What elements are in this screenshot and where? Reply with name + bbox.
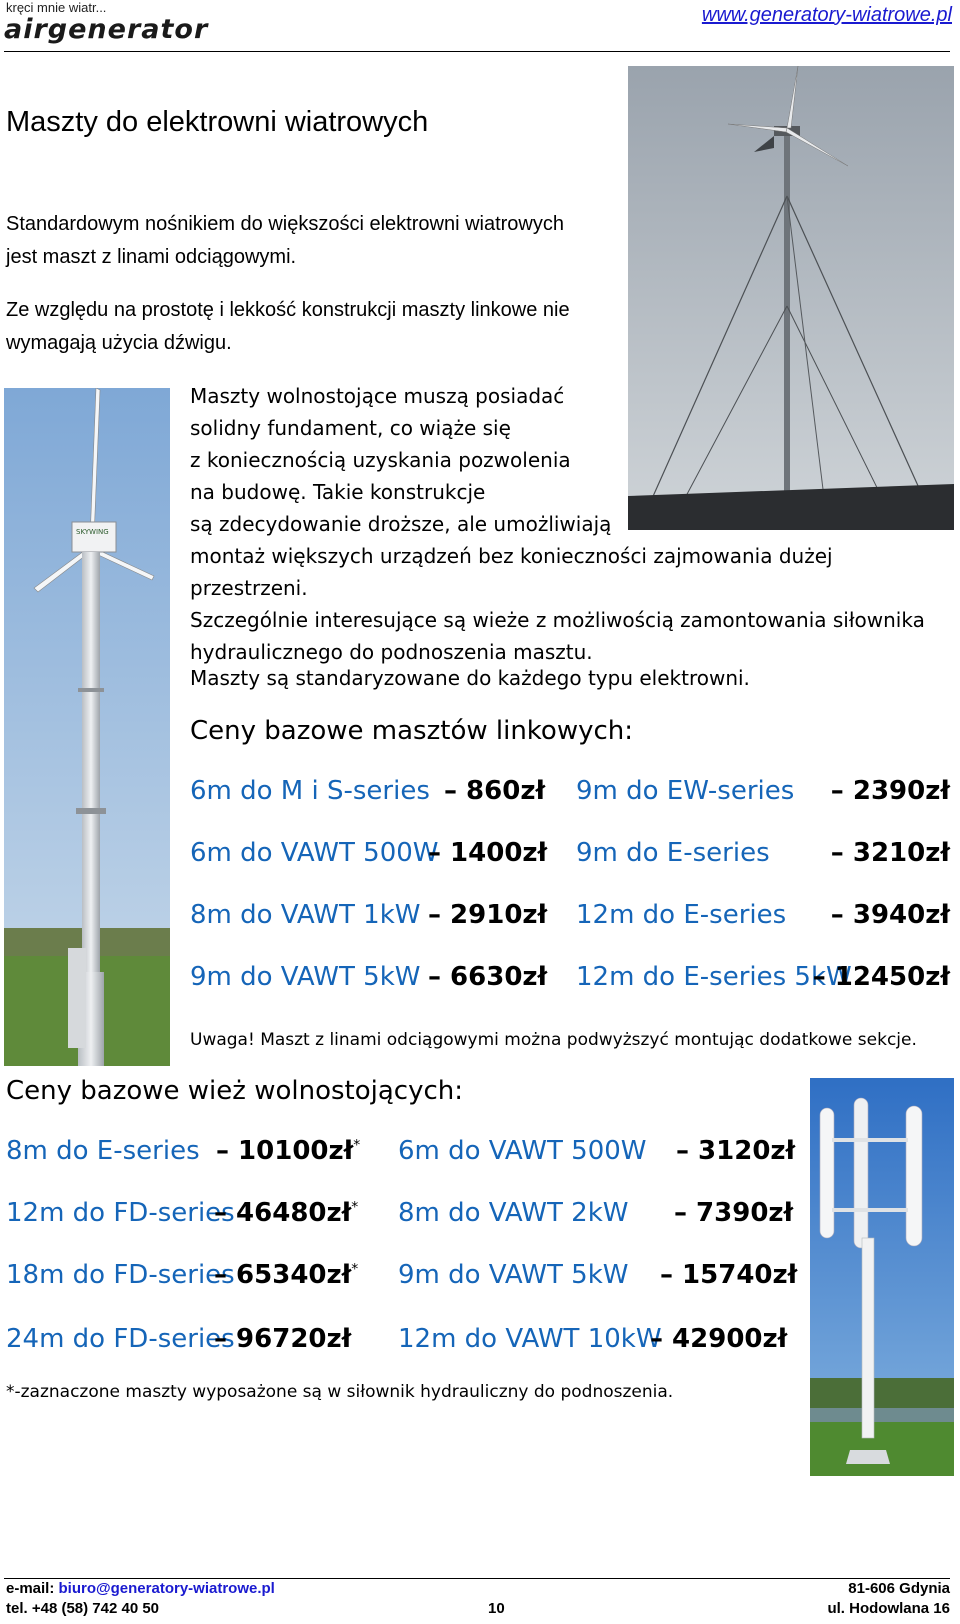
product-price: – 2910zł — [428, 900, 548, 930]
product-name: 8m do VAWT 2kW — [398, 1198, 629, 1228]
product-price: – 46480zł — [214, 1198, 352, 1228]
price-row — [576, 838, 770, 868]
hydraulic-footnote: *-zaznaczone maszty wyposażone są w siłownik hydrauliczny do podnoszenia. — [6, 1382, 674, 1402]
product-name: 8m do E-series — [6, 1136, 200, 1166]
price-row — [831, 900, 950, 930]
price-row — [428, 900, 547, 930]
footer-phone: tel. +48 (58) 742 40 50 — [6, 1600, 160, 1617]
price-row — [6, 1198, 235, 1228]
product-name: 8m do VAWT 1kW — [190, 900, 421, 930]
price-row — [216, 1136, 360, 1166]
product-price: – 65340zł — [214, 1260, 352, 1290]
turbine-guyed-mast-photo — [628, 66, 954, 530]
email-label: e-mail: — [6, 1580, 59, 1597]
price-row — [576, 776, 794, 806]
price-row — [6, 1136, 200, 1166]
site-link[interactable]: www.generatory-wiatrowe.pl — [701, 4, 952, 26]
footer-email — [6, 1580, 275, 1597]
product-name: 12m do VAWT 10kW — [398, 1324, 662, 1354]
product-name: 9m do EW-series — [576, 776, 795, 806]
price-row — [831, 838, 950, 868]
price-row — [6, 1260, 235, 1290]
price-row — [6, 1324, 235, 1354]
intro-paragraph-1 — [6, 208, 564, 274]
price-row — [428, 838, 547, 868]
text-line: na budowę. Takie konstrukcje — [190, 480, 486, 504]
product-price: – 42900zł — [650, 1324, 788, 1354]
product-price: – 15740zł — [660, 1260, 798, 1290]
guyed-note: Uwaga! Maszt z linami odciągowymi można podwyższyć montując dodatkowe sekcje. — [190, 1030, 917, 1050]
product-name: 9m do E-series — [576, 838, 770, 868]
price-row — [674, 1198, 793, 1228]
price-row — [398, 1136, 647, 1166]
text-line: Standardowym nośnikiem do większości elektrowni wiatrowych — [6, 213, 564, 235]
product-name: 12m do E-series — [576, 900, 787, 930]
footer-street: ul. Hodowlana 16 — [827, 1600, 950, 1617]
price-row — [398, 1324, 662, 1354]
text-line: hydraulicznego do podnoszenia masztu. — [190, 640, 593, 664]
footnote-marker: * — [353, 1137, 361, 1154]
product-name: 12m do E-series 5kW — [576, 962, 852, 992]
price-row — [831, 776, 950, 806]
price-row — [190, 838, 439, 868]
product-price: – 6630zł — [428, 962, 548, 992]
price-row — [576, 900, 786, 930]
price-row — [444, 776, 545, 806]
text-line: Ze względu na prostotę i lekkość konstrukcji maszty linkowe nie — [6, 299, 570, 321]
price-row — [398, 1198, 628, 1228]
product-price: – 2390zł — [830, 776, 950, 806]
product-name: 12m do FD-series — [6, 1198, 235, 1228]
text-line: wymagają użycia dźwigu. — [6, 332, 232, 354]
price-row — [676, 1136, 795, 1166]
price-row — [813, 962, 950, 992]
product-name: 18m do FD-series — [6, 1260, 235, 1290]
product-price: – 3940zł — [830, 900, 950, 930]
text-line: jest maszt z linami odciągowymi. — [6, 246, 297, 268]
vertical-axis-turbine-photo — [810, 1078, 954, 1476]
product-name: 24m do FD-series — [6, 1324, 235, 1354]
price-row — [214, 1198, 358, 1228]
product-price: – 96720zł — [214, 1324, 352, 1354]
price-row — [576, 962, 852, 992]
guyed-prices-heading: Ceny bazowe masztów linkowych: — [190, 716, 634, 746]
tagline: kręci mnie wiatr... — [6, 0, 107, 15]
text-line: solidny fundament, co wiąże się — [190, 416, 511, 440]
text-line: są zdecydowanie droższe, ale umożliwiają — [190, 512, 612, 536]
product-price: – 860zł — [444, 776, 546, 806]
product-name: 6m do VAWT 500W — [190, 838, 439, 868]
page-number: 10 — [488, 1600, 505, 1617]
text-line: Szczególnie interesujące są wieże z możliwością zamontowania siłownika — [190, 608, 925, 632]
text-line: montaż większych urządzeń bez konieczności zajmowania dużej przestrzeni. — [190, 544, 833, 600]
header-divider — [4, 51, 950, 52]
product-name: 9m do VAWT 5kW — [398, 1260, 629, 1290]
nacelle-brand: SKYWING — [76, 528, 109, 536]
logo: airgenerator — [4, 14, 209, 45]
product-name: 9m do VAWT 5kW — [190, 962, 421, 992]
price-row — [660, 1260, 797, 1290]
footer-city: 81-606 Gdynia — [848, 1580, 950, 1597]
text-line: Maszty wolnostojące muszą posiadać — [190, 384, 565, 408]
product-price: – 3120zł — [676, 1136, 796, 1166]
price-row — [190, 900, 420, 930]
product-price: – 3210zł — [830, 838, 950, 868]
email-link[interactable]: biuro@generatory-wiatrowe.pl — [58, 1580, 275, 1597]
product-name: 6m do VAWT 500W — [398, 1136, 647, 1166]
freestanding-prices-heading: Ceny bazowe wież wolnostojących: — [6, 1076, 463, 1106]
footer-divider — [4, 1578, 950, 1579]
price-row — [214, 1324, 351, 1354]
product-price: – 7390zł — [674, 1198, 794, 1228]
turbine-freestanding-tower-photo — [4, 388, 170, 1066]
price-row — [650, 1324, 787, 1354]
product-price: – 1400zł — [428, 838, 548, 868]
price-row — [428, 962, 547, 992]
price-row — [398, 1260, 628, 1290]
page-title: Maszty do elektrowni wiatrowych — [6, 106, 429, 138]
intro-paragraph-2 — [6, 294, 570, 360]
price-row — [190, 776, 430, 806]
product-price: – 10100zł — [216, 1136, 354, 1166]
product-price: – 12450zł — [812, 962, 950, 992]
product-name: 6m do M i S-series — [190, 776, 430, 806]
price-row — [190, 962, 420, 992]
price-row — [214, 1260, 358, 1290]
text-line: z koniecznością uzyskania pozwolenia — [190, 448, 571, 472]
footnote-marker: * — [351, 1261, 359, 1278]
intro-paragraph-4: Maszty są standaryzowane do każdego typu elektrowni. — [190, 666, 750, 690]
footnote-marker: * — [351, 1199, 359, 1216]
